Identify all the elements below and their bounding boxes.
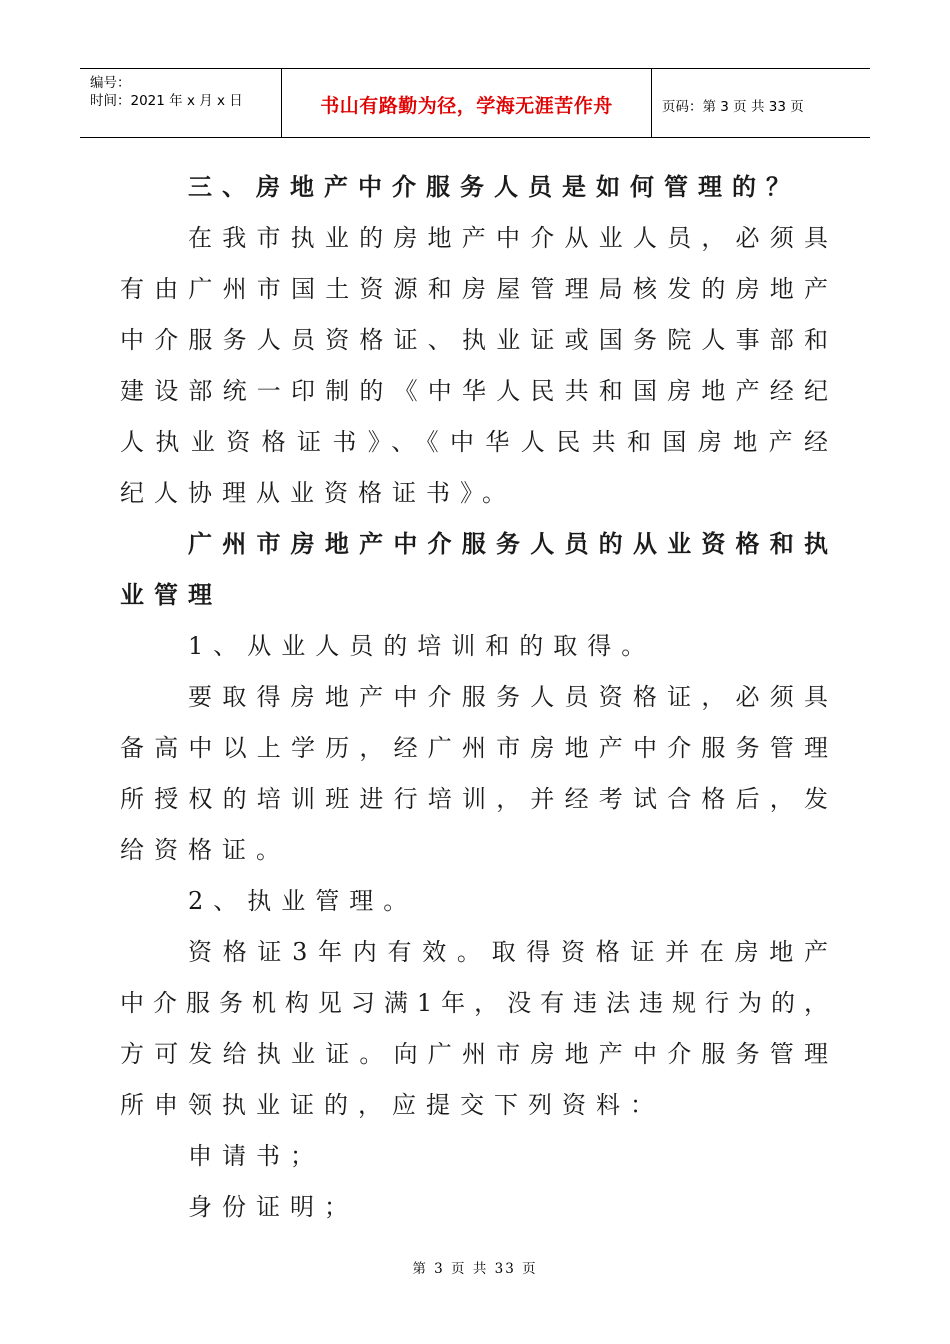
requirement-item: 身份证明； bbox=[188, 1193, 358, 1221]
section-heading: 三、房地产中介服务人员是如何管理的？ bbox=[188, 172, 800, 201]
paragraph-line: 资格证3年内有效。取得资格证并在房地产 bbox=[188, 938, 828, 966]
paragraph-line: 有由广州市国土资源和房屋管理局核发的房地产 bbox=[120, 275, 828, 303]
subheading-line: 业管理 bbox=[120, 580, 222, 609]
paragraph-line: 中介服务人员资格证、执业证或国务院人事部和 bbox=[120, 326, 828, 354]
paragraph-line: 人执业资格证书》、《中华人民共和国房地产经 bbox=[120, 428, 828, 456]
paragraph-line: 给资格证。 bbox=[120, 836, 290, 864]
paragraph-line: 纪人协理从业资格证书》。 bbox=[120, 479, 516, 507]
paragraph-line: 建设部统一印制的《中华人民共和国房地产经纪 bbox=[120, 377, 828, 405]
list-item-heading: 2、执业管理。 bbox=[188, 887, 418, 915]
subheading-line: 广州市房地产中介服务人员的从业资格和执 bbox=[188, 529, 828, 558]
paragraph-line: 所授权的培训班进行培训，并经考试合格后，发 bbox=[120, 785, 828, 813]
paragraph-line: 要取得房地产中介服务人员资格证，必须具 bbox=[188, 683, 828, 711]
motto: 书山有路勤为径，学海无涯苦作舟 bbox=[320, 95, 613, 117]
page-info: 页码：第 3 页 共 33 页 bbox=[662, 99, 804, 115]
page-footer: 第 3 页 共 33 页 bbox=[412, 1261, 538, 1277]
paragraph-line: 所申领执业证的，应提交下列资料： bbox=[120, 1091, 664, 1119]
paragraph-line: 方可发给执业证。向广州市房地产中介服务管理 bbox=[120, 1040, 828, 1068]
header-motto-cell bbox=[282, 69, 652, 137]
number-label: 编号： bbox=[90, 75, 131, 91]
paragraph-line: 在我市执业的房地产中介从业人员，必须具 bbox=[188, 224, 828, 252]
requirement-item: 申请书； bbox=[188, 1142, 324, 1170]
paragraph-line: 备高中以上学历，经广州市房地产中介服务管理 bbox=[120, 734, 828, 762]
date-label: 时间：2021 年 x 月 x 日 bbox=[90, 93, 243, 109]
header-meta-cell bbox=[80, 69, 282, 137]
list-item-heading: 1、从业人员的培训和的取得。 bbox=[188, 632, 656, 660]
header-table bbox=[80, 68, 870, 138]
paragraph-line: 中介服务机构见习满1年，没有违法违规行为的， bbox=[120, 989, 828, 1017]
header-page-cell bbox=[652, 69, 870, 137]
